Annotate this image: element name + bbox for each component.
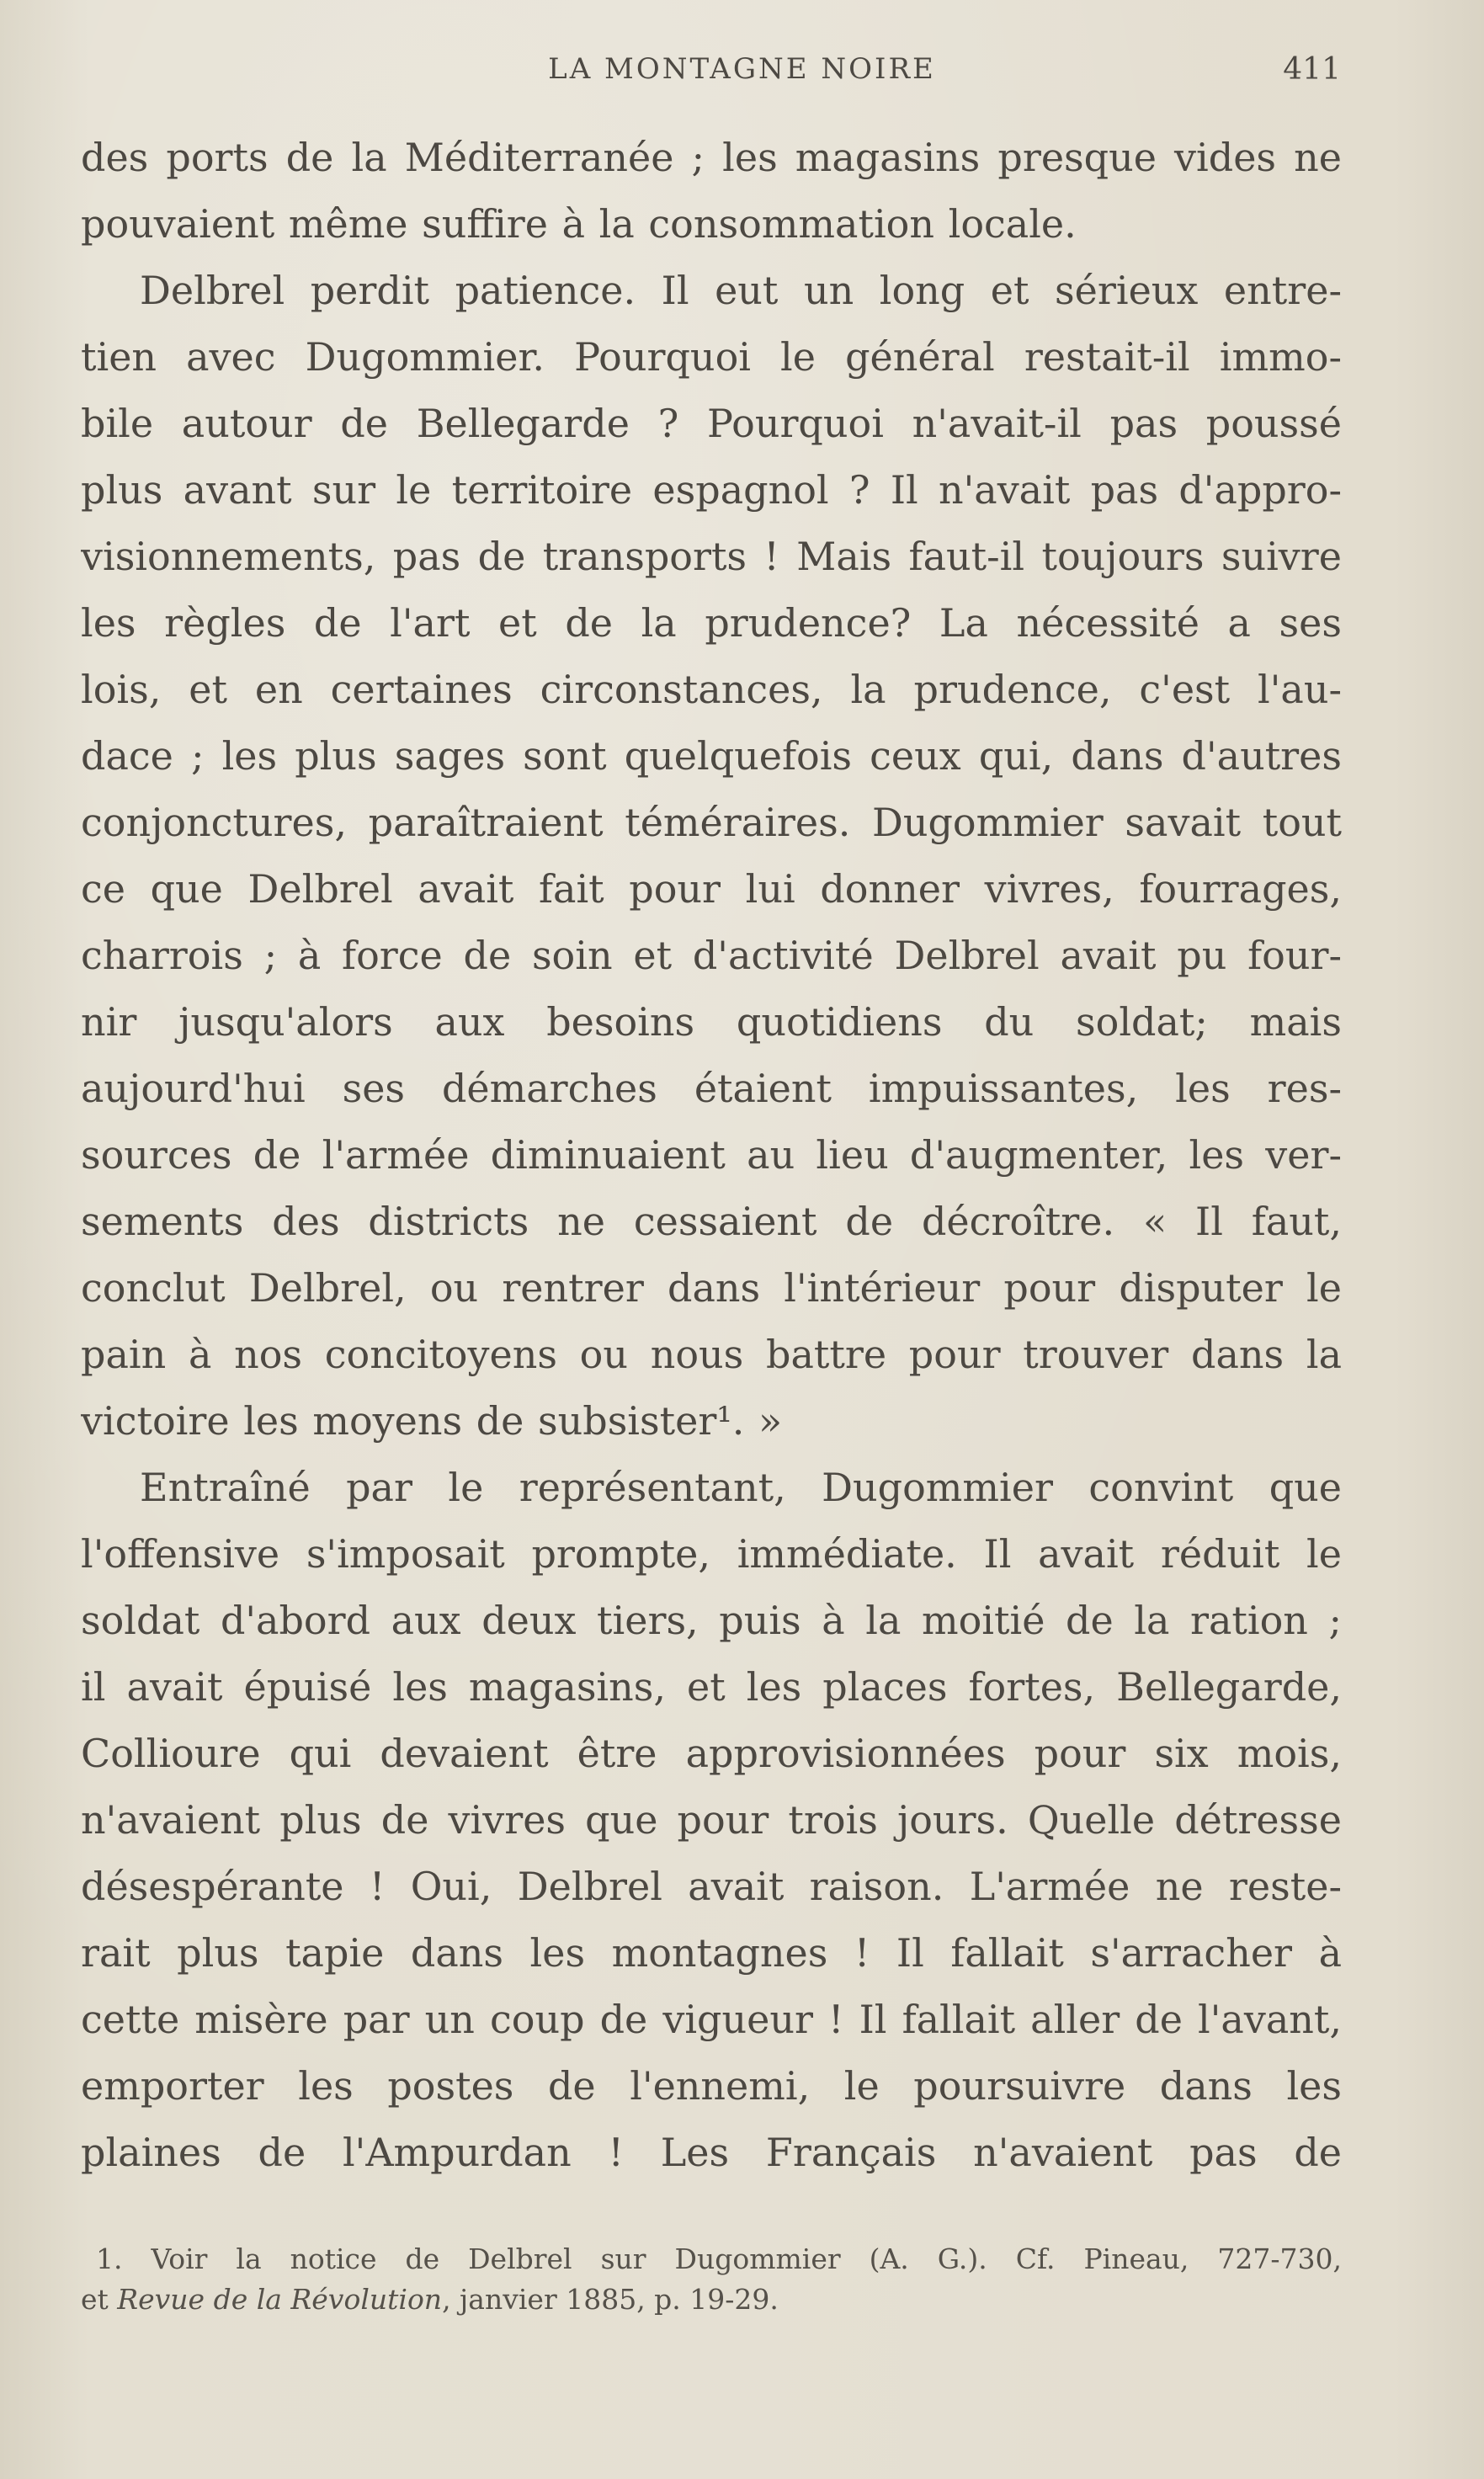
text-line: tien avec Dugommier. Pourquoi le général restait-il immo- — [81, 334, 1342, 380]
text-line: n'avaient plus de vivres que pour trois jours. Quelle détresse — [81, 1797, 1342, 1843]
text-line: pouvaient même suffire à la consommation locale. — [81, 201, 1077, 247]
footnote-suffix: , janvier 1885, p. 19-29. — [442, 2283, 779, 2316]
body-text — [81, 125, 1342, 2186]
text-line: sources de l'armée diminuaient au lieu d'augmenter, les ver- — [81, 1132, 1342, 1178]
text-line: bile autour de Bellegarde ? Pourquoi n'avait-il pas poussé — [81, 401, 1342, 446]
text-line: visionnements, pas de transports ! Mais faut-il toujours suivre — [81, 534, 1342, 579]
text-line: conclut Delbrel, ou rentrer dans l'intérieur pour disputer le — [81, 1265, 1342, 1311]
text-line: les règles de l'art et de la prudence? La nécessité a ses — [81, 600, 1342, 646]
text-line: Entraîné par le représentant, Dugommier convint que — [140, 1465, 1342, 1510]
text-line: emporter les postes de l'ennemi, le poursuivre dans les — [81, 2063, 1342, 2109]
text-line: ce que Delbrel avait fait pour lui donner vivres, fourrages, — [81, 866, 1342, 912]
text-line: soldat d'abord aux deux tiers, puis à la moitié de la ration ; — [81, 1598, 1342, 1643]
running-title: LA MONTAGNE NOIRE — [548, 52, 936, 86]
text-line: plus avant sur le territoire espagnol ? Il n'avait pas d'appro- — [81, 467, 1342, 513]
text-line: nir jusqu'alors aux besoins quotidiens du soldat; mais — [81, 999, 1342, 1045]
journal-title: Revue de la Révolution — [117, 2283, 443, 2316]
footnote-prefix: et — [81, 2283, 118, 2316]
text-line: des ports de la Méditerranée ; les magasins presque vides ne — [81, 135, 1342, 180]
text-line: Delbrel perdit patience. Il eut un long et sérieux entre- — [140, 268, 1342, 313]
footnote — [81, 2239, 1342, 2320]
footnote-line: 1. Voir la notice de Delbrel sur Dugommier (A. G.). Cf. Pineau, 727-730, — [96, 2242, 1342, 2275]
page-header — [0, 52, 1484, 94]
text-line: conjonctures, paraîtraient téméraires. Dugommier savait tout — [81, 800, 1342, 845]
text-line: l'offensive s'imposait prompte, immédiate. Il avait réduit le — [81, 1531, 1342, 1577]
text-line: aujourd'hui ses démarches étaient impuissantes, les res- — [81, 1066, 1342, 1111]
text-line: désespérante ! Oui, Delbrel avait raison. L'armée ne reste- — [81, 1864, 1342, 1909]
text-line: dace ; les plus sages sont quelquefois ceux qui, dans d'autres — [81, 733, 1342, 779]
text-line: lois, et en certaines circonstances, la prudence, c'est l'au- — [81, 667, 1342, 712]
text-line: sements des districts ne cessaient de décroître. « Il faut, — [81, 1199, 1342, 1244]
footnote-line — [81, 2280, 1342, 2320]
text-line: Collioure qui devaient être approvisionnées pour six mois, — [81, 1731, 1342, 1776]
text-line: pain à nos concitoyens ou nous battre pour trouver dans la — [81, 1332, 1342, 1377]
page-number: 411 — [1283, 52, 1341, 87]
text-line: victoire les moyens de subsister¹. » — [81, 1398, 783, 1444]
text-line: cette misère par un coup de vigueur ! Il fallait aller de l'avant, — [81, 1997, 1342, 2042]
text-line: rait plus tapie dans les montagnes ! Il fallait s'arracher à — [81, 1930, 1342, 1976]
text-line: il avait épuisé les magasins, et les places fortes, Bellegarde, — [81, 1664, 1342, 1710]
text-line: charrois ; à force de soin et d'activité Delbrel avait pu four- — [81, 933, 1342, 978]
text-line: plaines de l'Ampurdan ! Les Français n'avaient pas de — [81, 2130, 1342, 2175]
